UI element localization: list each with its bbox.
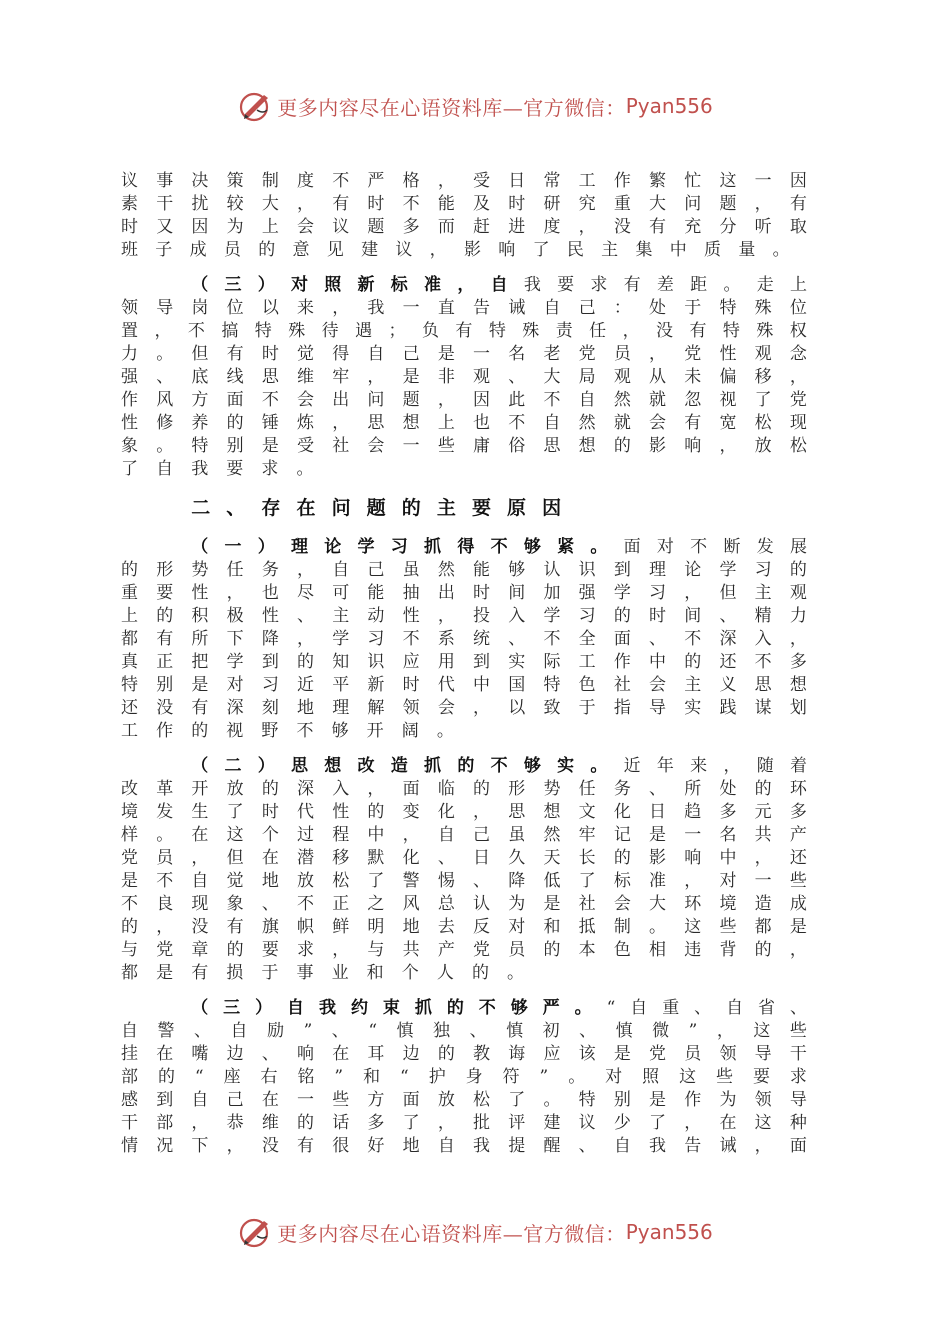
text-line: 改 革 开 放 的 深 入 ， 面 临 的 形 势 任 务 、 所 处 的 环 bbox=[121, 779, 807, 799]
text-line: 置 ， 不 搞 特 殊 待 遇 ； 负 有 特 殊 责 任 ， 没 有 特 殊 权 bbox=[121, 321, 807, 341]
banner-wechat-id: Pyan556 bbox=[625, 94, 713, 118]
paragraph-gap bbox=[121, 262, 807, 274]
text-line: 特 别 是 对 习 近 平 新 时 代 中 国 特 色 社 会 主 义 思 想 bbox=[121, 675, 807, 695]
paragraph-gap bbox=[121, 524, 807, 536]
text-line: （ 三 ） 对 照 新 标 准 ， 自 我 要 求 有 差 距 。 走 上 bbox=[191, 275, 807, 295]
header-watermark-banner bbox=[0, 84, 950, 128]
paragraph-gap bbox=[121, 985, 807, 997]
text-line: 是 不 自 觉 地 放 松 了 警 惕 、 降 低 了 标 准 ， 对 一 些 bbox=[121, 871, 807, 891]
paragraph bbox=[121, 755, 807, 985]
text-line: 与 党 章 的 要 求 ， 与 共 产 党 员 的 本 色 相 违 背 的 ， bbox=[121, 940, 807, 960]
text-line: 样 。 在 这 个 过 程 中 ， 自 己 虽 然 牢 记 是 一 名 共 产 bbox=[121, 825, 807, 845]
paragraph bbox=[121, 997, 807, 1158]
paragraph-gap bbox=[121, 481, 807, 493]
text-line: 的 形 势 任 务 ， 自 己 虽 然 能 够 认 识 到 理 论 学 习 的 bbox=[121, 560, 807, 580]
banner-text: 更多内容尽在心语资料库—官方微信： bbox=[277, 1221, 626, 1246]
text-line: 自 警 、 自 励 ” 、 “ 慎 独 、 慎 初 、 慎 微 ” ， 这 些 bbox=[121, 1021, 807, 1041]
text-line: 时 又 因 为 上 会 议 题 多 而 赶 进 度 ， 没 有 充 分 听 取 bbox=[121, 217, 807, 237]
text-line: 二 、 存 在 问 题 的 主 要 原 因 bbox=[191, 497, 562, 519]
text-line: （ 二 ） 思 想 改 造 抓 的 不 够 实 。 近 年 来 ， 随 着 bbox=[191, 756, 807, 776]
footer-watermark-banner bbox=[0, 1210, 950, 1254]
text-line: 领 导 岗 位 以 来 ， 我 一 直 告 诫 自 己 ： 处 于 特 殊 位 bbox=[121, 298, 807, 318]
banner-text: 更多内容尽在心语资料库—官方微信： bbox=[277, 95, 626, 120]
text-line: 不 良 现 象 、 不 正 之 风 总 认 为 是 社 会 大 环 境 造 成 bbox=[121, 894, 807, 914]
text-line: 作 风 方 面 不 会 出 问 题 ， 因 此 不 自 然 就 忽 视 了 党 bbox=[121, 390, 807, 410]
text-line: 的 ， 没 有 旗 帜 鲜 明 地 去 反 对 和 抵 制 。 这 些 都 是 bbox=[121, 917, 807, 937]
paragraph bbox=[121, 497, 807, 520]
text-line: 上 的 积 极 性 、 主 动 性 ， 投 入 学 习 的 时 间 、 精 力 bbox=[121, 606, 807, 626]
pen-logo-icon bbox=[237, 1214, 273, 1250]
paragraph bbox=[121, 536, 807, 743]
text-line: 象 。 特 别 是 受 社 会 一 些 庸 俗 思 想 的 影 响 ， 放 松 bbox=[121, 436, 807, 456]
document-body bbox=[121, 170, 807, 1158]
text-line: 重 要 性 ， 也 尽 可 能 抽 出 时 间 加 强 学 习 ， 但 主 观 bbox=[121, 583, 807, 603]
pen-logo-icon bbox=[237, 88, 273, 124]
text-line: （ 三 ） 自 我 约 束 抓 的 不 够 严 。 “ 自 重 、 自 省 、 bbox=[191, 998, 807, 1018]
paragraph bbox=[121, 170, 807, 262]
text-line: 干 部 ， 恭 维 的 话 多 了 ， 批 评 建 议 少 了 ， 在 这 种 bbox=[121, 1113, 807, 1133]
text-line: 感 到 自 己 在 一 些 方 面 放 松 了 。 特 别 是 作 为 领 导 bbox=[121, 1090, 807, 1110]
paragraph bbox=[121, 274, 807, 481]
text-line: 真 正 把 学 到 的 知 识 应 用 到 实 际 工 作 中 的 还 不 多 bbox=[121, 652, 807, 672]
text-line: 都 是 有 损 于 事 业 和 个 人 的 。 bbox=[121, 963, 525, 983]
text-line: 情 况 下 ， 没 有 很 好 地 自 我 提 醒 、 自 我 告 诫 ， 面 bbox=[121, 1136, 807, 1156]
text-line: 都 有 所 下 降 ， 学 习 不 系 统 、 不 全 面 、 不 深 入 ， bbox=[121, 629, 807, 649]
text-line: 境 发 生 了 时 代 性 的 变 化 ， 思 想 文 化 日 趋 多 元 多 bbox=[121, 802, 807, 822]
text-line: 强 、 底 线 思 维 牢 ， 是 非 观 、 大 局 观 从 未 偏 移 ， bbox=[121, 367, 807, 387]
text-line: 挂 在 嘴 边 、 响 在 耳 边 的 教 诲 应 该 是 党 员 领 导 干 bbox=[121, 1044, 807, 1064]
text-line: 力 。 但 有 时 觉 得 自 己 是 一 名 老 党 员 ， 党 性 观 念 bbox=[121, 344, 807, 364]
text-line: 部 的 “ 座 右 铭 ” 和 “ 护 身 符 ” 。 对 照 这 些 要 求 bbox=[121, 1067, 807, 1087]
paragraph-gap bbox=[121, 743, 807, 755]
text-line: 党 员 ， 但 在 潜 移 默 化 、 日 久 天 长 的 影 响 中 ， 还 bbox=[121, 848, 807, 868]
text-line: 了 自 我 要 求 。 bbox=[121, 459, 314, 479]
text-line: 还 没 有 深 刻 地 理 解 领 会 ， 以 致 于 指 导 实 践 谋 划 bbox=[121, 698, 807, 718]
text-line: 素 干 扰 较 大 ， 有 时 不 能 及 时 研 究 重 大 问 题 ， 有 bbox=[121, 194, 807, 214]
banner-wechat-id: Pyan556 bbox=[625, 1220, 713, 1244]
text-line: 议 事 决 策 制 度 不 严 格 ， 受 日 常 工 作 繁 忙 这 一 因 bbox=[121, 171, 807, 191]
text-line: 性 修 养 的 锤 炼 ， 思 想 上 也 不 自 然 就 会 有 宽 松 现 bbox=[121, 413, 807, 433]
text-line: 工 作 的 视 野 不 够 开 阔 。 bbox=[121, 721, 454, 741]
text-line: 班 子 成 员 的 意 见 建 议 ， 影 响 了 民 主 集 中 质 量 。 bbox=[121, 240, 790, 260]
text-line: （ 一 ） 理 论 学 习 抓 得 不 够 紧 。 面 对 不 断 发 展 bbox=[191, 537, 807, 557]
